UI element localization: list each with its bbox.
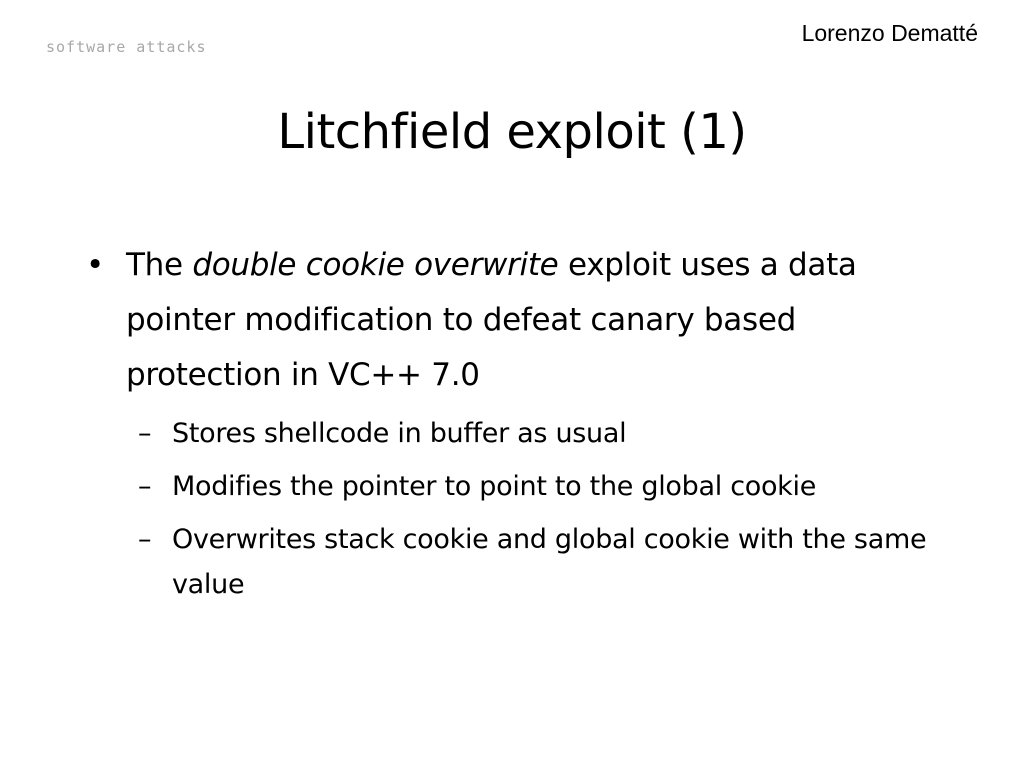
bullet-marker: •: [86, 247, 104, 283]
bullet-item: [84, 238, 954, 403]
sub-bullet-text: Modifies the pointer to point to the global cookie: [172, 471, 817, 502]
bullet-text-suffix: exploit uses a data pointer modification to defeat canary based protection in VC++ 7.0: [126, 247, 857, 393]
sub-bullet-text: Overwrites stack cookie and global cookie with the same value: [172, 524, 927, 600]
slide-title: Litchfield exploit (1): [277, 104, 747, 160]
sub-bullet-text: Stores shellcode in buffer as usual: [172, 418, 627, 449]
sub-bullet-list: [84, 411, 954, 607]
sub-bullet-marker: –: [138, 524, 152, 555]
sub-bullet-item: [84, 464, 954, 509]
sub-bullet-item: [84, 411, 954, 456]
sub-bullet-marker: –: [138, 418, 152, 449]
sub-bullet-marker: –: [138, 471, 152, 502]
bullet-text-prefix: The: [126, 247, 193, 283]
header-label: software attacks: [46, 38, 207, 56]
author-name: Lorenzo Dematté: [801, 20, 978, 46]
sub-bullet-item: [84, 517, 954, 607]
bullet-text-emphasis: double cookie overwrite: [192, 247, 559, 283]
slide-content: [84, 238, 954, 607]
